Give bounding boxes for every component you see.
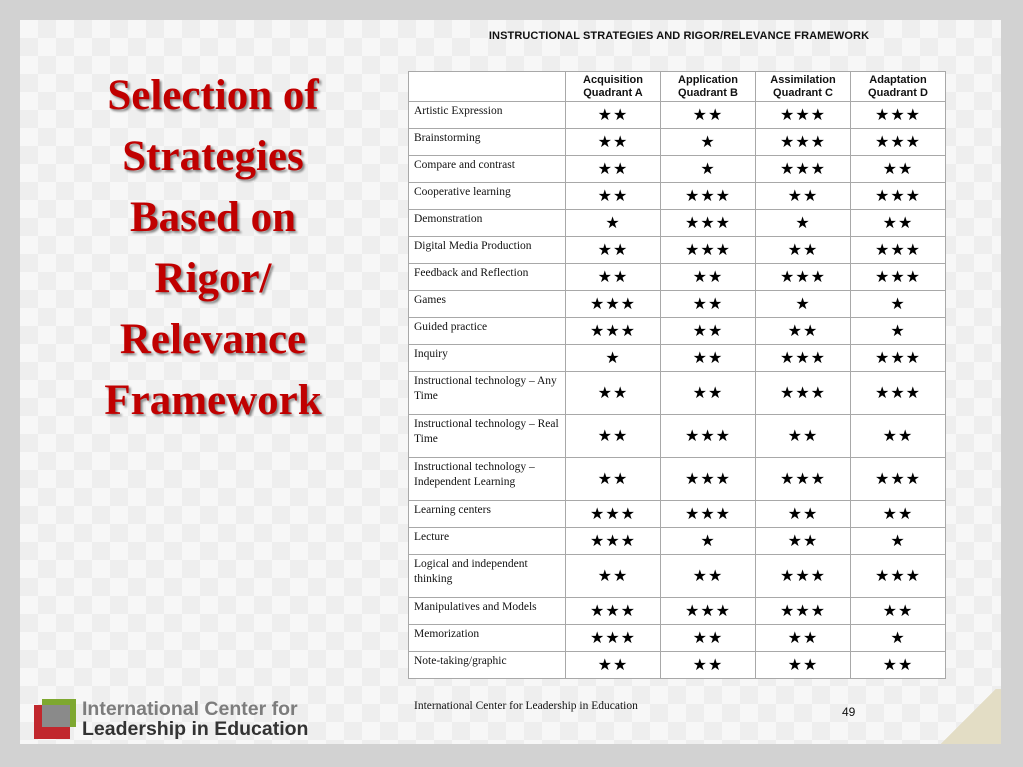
strategy-name: Instructional technology – Independent Learning bbox=[409, 458, 566, 501]
heading-line: Rigor/ bbox=[154, 255, 272, 302]
table-row bbox=[409, 415, 946, 458]
star-rating-quadrant-b: ★ bbox=[661, 528, 756, 555]
strategy-name: Instructional technology – Real Time bbox=[409, 415, 566, 458]
star-rating-quadrant-b: ★★ bbox=[661, 372, 756, 415]
star-rating-quadrant-b: ★★ bbox=[661, 318, 756, 345]
heading-line: Framework bbox=[104, 377, 322, 424]
star-rating-quadrant-c: ★★ bbox=[756, 501, 851, 528]
star-rating-quadrant-a: ★★ bbox=[566, 458, 661, 501]
heading-line: Strategies bbox=[122, 133, 304, 180]
star-rating-quadrant-a: ★★ bbox=[566, 129, 661, 156]
strategy-name: Note-taking/graphic bbox=[409, 652, 566, 679]
page-number: 49 bbox=[842, 705, 856, 719]
star-rating-quadrant-b: ★★ bbox=[661, 102, 756, 129]
table-row bbox=[409, 237, 946, 264]
table-row bbox=[409, 291, 946, 318]
star-rating-quadrant-d: ★★ bbox=[851, 652, 946, 679]
star-rating-quadrant-d: ★★★ bbox=[851, 183, 946, 210]
column-header-quadrant-a: Acquisition Quadrant A bbox=[566, 72, 661, 102]
star-rating-quadrant-a: ★★★ bbox=[566, 318, 661, 345]
star-rating-quadrant-c: ★ bbox=[756, 291, 851, 318]
star-rating-quadrant-a: ★★★ bbox=[566, 501, 661, 528]
strategy-name: Digital Media Production bbox=[409, 237, 566, 264]
footer-credit: International Center for Leadership in Education bbox=[414, 700, 638, 712]
star-rating-quadrant-d: ★★ bbox=[851, 501, 946, 528]
star-rating-quadrant-b: ★★★ bbox=[661, 598, 756, 625]
table-row bbox=[409, 555, 946, 598]
strategy-name: Compare and contrast bbox=[409, 156, 566, 183]
organization-logo bbox=[34, 699, 334, 741]
star-rating-quadrant-d: ★ bbox=[851, 291, 946, 318]
star-rating-quadrant-c: ★★ bbox=[756, 528, 851, 555]
table-row bbox=[409, 102, 946, 129]
table-row bbox=[409, 652, 946, 679]
star-rating-quadrant-d: ★ bbox=[851, 318, 946, 345]
strategy-name: Inquiry bbox=[409, 345, 566, 372]
star-rating-quadrant-a: ★★ bbox=[566, 156, 661, 183]
star-rating-quadrant-a: ★★★ bbox=[566, 598, 661, 625]
logo-line-2: Leadership in Education bbox=[82, 718, 309, 740]
strategy-name: Feedback and Reflection bbox=[409, 264, 566, 291]
table-row bbox=[409, 183, 946, 210]
strategy-name: Games bbox=[409, 291, 566, 318]
star-rating-quadrant-c: ★★★ bbox=[756, 264, 851, 291]
table-row bbox=[409, 501, 946, 528]
logo-line-1: International Center for bbox=[82, 698, 298, 720]
strategy-name: Instructional technology – Any Time bbox=[409, 372, 566, 415]
table-row bbox=[409, 318, 946, 345]
star-rating-quadrant-d: ★★★ bbox=[851, 458, 946, 501]
table-row bbox=[409, 372, 946, 415]
star-rating-quadrant-c: ★ bbox=[756, 210, 851, 237]
star-rating-quadrant-a: ★★ bbox=[566, 652, 661, 679]
star-rating-quadrant-a: ★★ bbox=[566, 264, 661, 291]
star-rating-quadrant-a: ★★ bbox=[566, 555, 661, 598]
star-rating-quadrant-c: ★★★ bbox=[756, 345, 851, 372]
strategy-name: Artistic Expression bbox=[409, 102, 566, 129]
table-row bbox=[409, 210, 946, 237]
star-rating-quadrant-a: ★★ bbox=[566, 183, 661, 210]
star-rating-quadrant-c: ★★ bbox=[756, 652, 851, 679]
star-rating-quadrant-c: ★★★ bbox=[756, 458, 851, 501]
star-rating-quadrant-c: ★★ bbox=[756, 318, 851, 345]
star-rating-quadrant-b: ★★ bbox=[661, 652, 756, 679]
star-rating-quadrant-b: ★★ bbox=[661, 264, 756, 291]
strategy-name: Demonstration bbox=[409, 210, 566, 237]
star-rating-quadrant-d: ★ bbox=[851, 528, 946, 555]
star-rating-quadrant-c: ★★★ bbox=[756, 555, 851, 598]
star-rating-quadrant-a: ★ bbox=[566, 345, 661, 372]
column-header-quadrant-c: Assimilation Quadrant C bbox=[756, 72, 851, 102]
star-rating-quadrant-c: ★★ bbox=[756, 625, 851, 652]
table-row bbox=[409, 345, 946, 372]
star-rating-quadrant-c: ★★★ bbox=[756, 156, 851, 183]
star-rating-quadrant-b: ★★★ bbox=[661, 210, 756, 237]
heading-line: Based on bbox=[129, 194, 297, 241]
star-rating-quadrant-d: ★★ bbox=[851, 210, 946, 237]
star-rating-quadrant-a: ★★ bbox=[566, 415, 661, 458]
heading-line: Relevance bbox=[119, 316, 307, 363]
star-rating-quadrant-a: ★★ bbox=[566, 102, 661, 129]
table-row bbox=[409, 458, 946, 501]
star-rating-quadrant-b: ★ bbox=[661, 156, 756, 183]
table-row bbox=[409, 625, 946, 652]
star-rating-quadrant-a: ★★★ bbox=[566, 528, 661, 555]
star-rating-quadrant-a: ★★★ bbox=[566, 291, 661, 318]
strategy-name: Manipulatives and Models bbox=[409, 598, 566, 625]
table-row bbox=[409, 528, 946, 555]
star-rating-quadrant-d: ★★★ bbox=[851, 345, 946, 372]
star-rating-quadrant-d: ★★★ bbox=[851, 372, 946, 415]
strategies-table bbox=[408, 71, 946, 679]
strategy-name: Guided practice bbox=[409, 318, 566, 345]
framework-title: INSTRUCTIONAL STRATEGIES AND RIGOR/RELEVANCE FRAMEWORK bbox=[488, 30, 870, 42]
table-row bbox=[409, 598, 946, 625]
star-rating-quadrant-c: ★★★ bbox=[756, 102, 851, 129]
table-header-row bbox=[409, 72, 946, 102]
star-rating-quadrant-b: ★★★ bbox=[661, 458, 756, 501]
column-header-blank bbox=[409, 72, 566, 102]
strategy-name: Lecture bbox=[409, 528, 566, 555]
star-rating-quadrant-b: ★★★ bbox=[661, 501, 756, 528]
star-rating-quadrant-b: ★★ bbox=[661, 345, 756, 372]
strategy-name: Memorization bbox=[409, 625, 566, 652]
star-rating-quadrant-c: ★★ bbox=[756, 183, 851, 210]
logo-text bbox=[82, 699, 338, 739]
column-header-quadrant-d: Adaptation Quadrant D bbox=[851, 72, 946, 102]
star-rating-quadrant-b: ★★★ bbox=[661, 415, 756, 458]
star-rating-quadrant-c: ★★★ bbox=[756, 129, 851, 156]
star-rating-quadrant-c: ★★ bbox=[756, 237, 851, 264]
strategy-name: Brainstorming bbox=[409, 129, 566, 156]
star-rating-quadrant-d: ★★ bbox=[851, 415, 946, 458]
star-rating-quadrant-d: ★★ bbox=[851, 156, 946, 183]
star-rating-quadrant-d: ★★★ bbox=[851, 264, 946, 291]
star-rating-quadrant-d: ★★★ bbox=[851, 555, 946, 598]
slide-heading bbox=[58, 65, 368, 431]
star-rating-quadrant-b: ★★ bbox=[661, 625, 756, 652]
strategy-name: Cooperative learning bbox=[409, 183, 566, 210]
star-rating-quadrant-b: ★★ bbox=[661, 555, 756, 598]
heading-line: Selection of bbox=[107, 72, 319, 119]
table-row bbox=[409, 156, 946, 183]
icle-logo-icon bbox=[34, 699, 76, 739]
star-rating-quadrant-c: ★★★ bbox=[756, 598, 851, 625]
star-rating-quadrant-d: ★★ bbox=[851, 598, 946, 625]
column-header-quadrant-b: Application Quadrant B bbox=[661, 72, 756, 102]
star-rating-quadrant-d: ★★★ bbox=[851, 129, 946, 156]
page-curl-decoration bbox=[936, 689, 1001, 744]
star-rating-quadrant-a: ★★ bbox=[566, 372, 661, 415]
table-row bbox=[409, 129, 946, 156]
star-rating-quadrant-c: ★★★ bbox=[756, 372, 851, 415]
table-row bbox=[409, 264, 946, 291]
strategy-name: Learning centers bbox=[409, 501, 566, 528]
star-rating-quadrant-a: ★ bbox=[566, 210, 661, 237]
star-rating-quadrant-b: ★★★ bbox=[661, 183, 756, 210]
star-rating-quadrant-a: ★★ bbox=[566, 237, 661, 264]
star-rating-quadrant-b: ★ bbox=[661, 129, 756, 156]
star-rating-quadrant-d: ★ bbox=[851, 625, 946, 652]
star-rating-quadrant-c: ★★ bbox=[756, 415, 851, 458]
star-rating-quadrant-b: ★★★ bbox=[661, 237, 756, 264]
strategy-name: Logical and independent thinking bbox=[409, 555, 566, 598]
star-rating-quadrant-b: ★★ bbox=[661, 291, 756, 318]
star-rating-quadrant-a: ★★★ bbox=[566, 625, 661, 652]
star-rating-quadrant-d: ★★★ bbox=[851, 102, 946, 129]
star-rating-quadrant-d: ★★★ bbox=[851, 237, 946, 264]
